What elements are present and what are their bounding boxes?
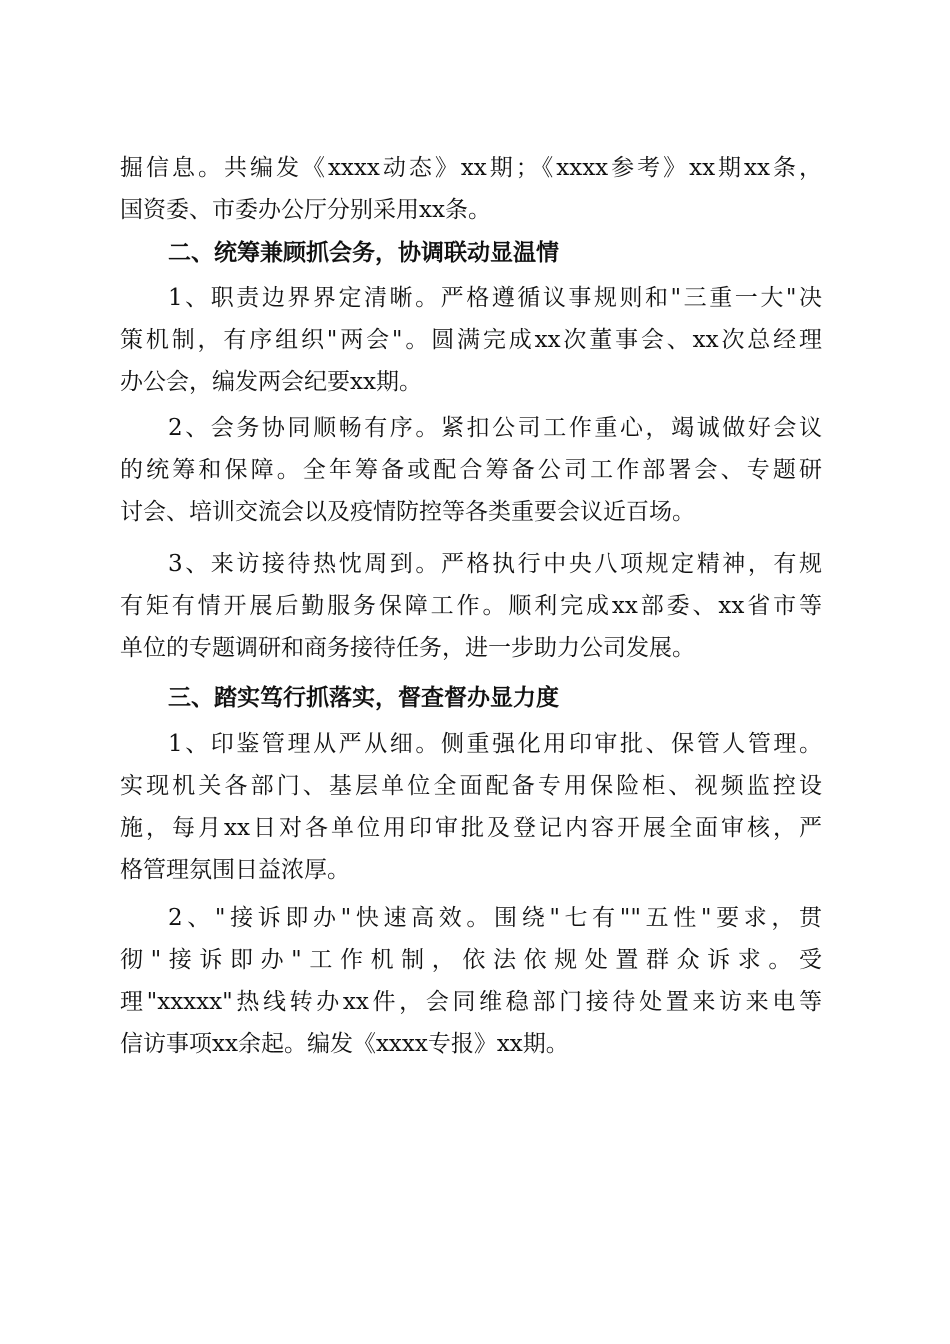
section-heading: 二、统筹兼顾抓会务，协调联动显温情 <box>168 240 559 266</box>
text-line: 1、印鉴管理从严从细。侧重强化用印审批、保管人管理。 <box>168 731 822 757</box>
text-line: 信访事项xx余起。编发《xxxx专报》xx期。 <box>120 1031 569 1057</box>
text-line: 理"xxxxx"热线转办xx件，会同维稳部门接待处置来访来电等 <box>120 989 822 1015</box>
text-line: 单位的专题调研和商务接待任务，进一步助力公司发展。 <box>120 635 695 661</box>
text-line: 办公会，编发两会纪要xx期。 <box>120 369 422 395</box>
text-line: 国资委、市委办公厅分别采用xx条。 <box>120 197 491 223</box>
text-line: 施，每月xx日对各单位用印审批及登记内容开展全面审核，严 <box>120 815 822 841</box>
text-line: 1、职责边界界定清晰。严格遵循议事规则和"三重一大"决 <box>168 285 822 311</box>
text-line: 2、"接诉即办"快速高效。围绕"七有""五性"要求，贯 <box>168 905 822 931</box>
text-line: 2、会务协同顺畅有序。紧扣公司工作重心，竭诚做好会议 <box>168 415 822 441</box>
text-line: 讨会、培训交流会以及疫情防控等各类重要会议近百场。 <box>120 499 695 525</box>
text-line: 格管理氛围日益浓厚。 <box>120 857 350 883</box>
text-line: 3、来访接待热忱周到。严格执行中央八项规定精神，有规 <box>168 551 822 577</box>
text-line: 的统筹和保障。全年筹备或配合筹备公司工作部署会、专题研 <box>120 457 822 483</box>
text-line: 掘信息。共编发《xxxx动态》xx期；《xxxx参考》xx期xx条， <box>120 155 822 181</box>
text-line: 有矩有情开展后勤服务保障工作。顺利完成xx部委、xx省市等 <box>120 593 822 619</box>
text-line: 彻"接诉即办"工作机制，依法依规处置群众诉求。受 <box>120 947 822 973</box>
text-line: 策机制，有序组织"两会"。圆满完成xx次董事会、xx次总经理 <box>120 327 822 353</box>
text-line: 实现机关各部门、基层单位全面配备专用保险柜、视频监控设 <box>120 773 822 799</box>
section-heading: 三、踏实笃行抓落实，督查督办显力度 <box>168 685 559 711</box>
